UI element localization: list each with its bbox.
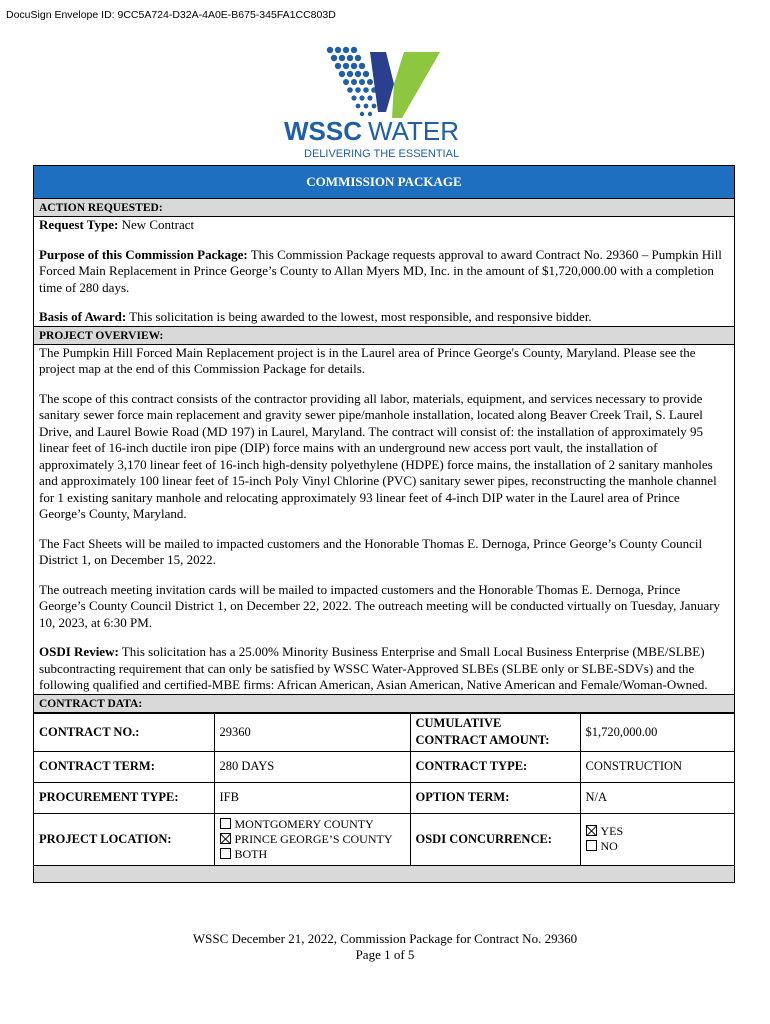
procurement-type-label: PROCUREMENT TYPE: xyxy=(34,782,214,813)
checkbox-both[interactable] xyxy=(220,848,231,859)
table-footer-band xyxy=(34,866,734,882)
osdi-option-no[interactable] xyxy=(586,839,730,854)
logo-brand-text-2: WATER xyxy=(368,116,459,146)
action-requested-section xyxy=(34,217,734,326)
location-option-label: MONTGOMERY COUNTY xyxy=(234,816,374,831)
contract-no-value: 29360 xyxy=(214,713,410,751)
contract-no-label: CONTRACT NO.: xyxy=(34,713,214,751)
checkbox-yes[interactable] xyxy=(586,825,597,836)
action-requested-heading xyxy=(34,199,734,217)
envelope-id: DocuSign Envelope ID: 9CC5A724-D32A-4A0E-B675-345FA1CC803D xyxy=(6,9,336,21)
request-type-label: Request Type: xyxy=(39,217,119,232)
table-row xyxy=(34,751,734,782)
procurement-type-value: IFB xyxy=(214,782,410,813)
option-term-label: OPTION TERM: xyxy=(410,782,580,813)
logo-w-navy xyxy=(370,52,394,112)
cumulative-amount-value: $1,720,000.00 xyxy=(580,713,734,751)
osdi-review-text: This solicitation has a 25.00% Minority Business Enterprise and Small Local Business Enterprise (MBE/SLBE) subcontracting requirement that can only be satisfied by WSSC Water-Approved SLBEs (SLBE only or SLBE-SDVs) and the following qualified and certified-MBE firms: African American, Asian American, Native American and Female/Woman-Owned. xyxy=(39,644,708,692)
request-type-value: New Contract xyxy=(118,217,195,232)
osdi-concurrence-label: OSDI CONCURRENCE: xyxy=(410,813,580,865)
location-option-prince-georges[interactable] xyxy=(220,832,405,847)
contract-data-table xyxy=(34,713,734,866)
contract-term-label: CONTRACT TERM: xyxy=(34,751,214,782)
overview-paragraph-3: The Fact Sheets will be mailed to impacted customers and the Honorable Thomas E. Dernoga, Prince George’s County Council District 1, on December 15, 2022. xyxy=(39,535,703,567)
contract-data-heading xyxy=(34,694,734,713)
footer-line-1: WSSC December 21, 2022, Commission Package for Contract No. 29360 xyxy=(192,931,578,946)
purpose-text: This Commission Package requests approval to award Contract No. 29360 – Pumpkin Hill Forced Main Replacement in Prince George’s County to Allan Myers MD, Inc. in the amount of $1,720,000.00 with a completion time of 280 days. xyxy=(39,246,722,295)
basis-text: This solicitation is being awarded to the lowest, most responsible, and responsive bidder. xyxy=(126,309,592,324)
option-term-value: N/A xyxy=(580,782,734,813)
location-option-label: PRINCE GEORGE’S COUNTY xyxy=(234,831,393,846)
action-requested-heading-text: ACTION REQUESTED: xyxy=(39,202,163,214)
logo-brand-text: WSSC xyxy=(284,116,362,146)
project-overview-section xyxy=(34,345,734,694)
location-option-label: BOTH xyxy=(234,846,268,861)
banner-title: COMMISSION PACKAGE xyxy=(34,166,734,199)
checkbox-prince-georges-county[interactable] xyxy=(220,833,231,844)
overview-paragraph-2: The scope of this contract consists of the contractor providing all labor, materials, equipment, and services necessary to provide sanitary sewer force main replacement and gravity sewer pipe/manhole installation, located along Beaver Creek Trail, S. Laurel Drive, and Laurel Bowie Road (MD 197) in Laurel, Maryland. The contract will consist of: the installation of approximately 95 linear feet of 16-inch ductile iron pipe (DIP) force mains with an underground new access port vault, the installation of approximately 3,170 linear feet of 16-inch high-density polyethylene (HDPE) force mains, the installation of 2 sanitary manholes and approximately 100 linear feet of 15-inch Poly Vinyl Chlorine (PVC) sanitary sewer pipes, reconstructing the manhole channel for 1 existing sanitary manhole and relocating approximately 93 linear feet of 4-inch DIP water in the Laurel area of Prince George’s County, Maryland. xyxy=(39,390,717,521)
osdi-option-label: NO xyxy=(600,839,618,853)
basis-paragraph xyxy=(39,309,729,326)
purpose-paragraph xyxy=(39,247,729,297)
checkbox-montgomery-county[interactable] xyxy=(220,818,231,829)
page-number: Page 1 of 5 xyxy=(355,947,415,962)
overview-paragraph-4: The outreach meeting invitation cards will be mailed to impacted customers and the Honorable Thomas E. Dernoga, Prince George’s County Council District 1, on December 22, 2022. The outreach meeting will be conducted virtually on Tuesday, January 10, 2023, at 6:30 PM. xyxy=(39,581,721,630)
project-overview-heading xyxy=(34,326,734,345)
project-overview-heading-text: PROJECT OVERVIEW: xyxy=(39,329,164,342)
contract-term-value: 280 DAYS xyxy=(214,751,410,782)
overview-paragraph-1: The Pumpkin Hill Forced Main Replacement project is in the Laurel area of Prince George's County, Maryland. Please see the project map at the end of this Commission Package for details. xyxy=(39,344,696,376)
osdi-review-label: OSDI Review: xyxy=(39,644,119,659)
project-location-options xyxy=(214,813,410,865)
purpose-label: Purpose of this Commission Package: xyxy=(39,246,248,262)
contract-data-heading-text: CONTRACT DATA: xyxy=(39,697,143,710)
contract-type-label: CONTRACT TYPE: xyxy=(410,751,580,782)
logo-tagline: DELIVERING THE ESSENTIAL xyxy=(304,148,460,160)
location-option-both[interactable] xyxy=(220,847,405,862)
contract-type-value: CONSTRUCTION xyxy=(580,751,734,782)
commission-package-form xyxy=(33,165,735,883)
logo-w-green xyxy=(392,52,440,118)
osdi-review-paragraph xyxy=(39,644,729,694)
basis-label: Basis of Award: xyxy=(39,309,127,324)
osdi-concurrence-options xyxy=(580,813,734,865)
project-location-label: PROJECT LOCATION: xyxy=(34,813,214,865)
location-option-montgomery[interactable] xyxy=(220,817,405,832)
table-row xyxy=(34,813,734,865)
osdi-option-label: YES xyxy=(600,824,624,838)
table-row xyxy=(34,782,734,813)
osdi-option-yes[interactable] xyxy=(586,824,730,839)
checkbox-no[interactable] xyxy=(586,840,597,851)
wssc-water-logo xyxy=(282,44,492,162)
page-footer xyxy=(0,931,770,963)
cumulative-amount-label: CUMULATIVE CONTRACT AMOUNT: xyxy=(410,713,580,751)
logo-graphic xyxy=(282,44,492,162)
table-row xyxy=(34,713,734,751)
logo-dot-pattern xyxy=(327,47,377,116)
request-type-line xyxy=(39,217,729,234)
